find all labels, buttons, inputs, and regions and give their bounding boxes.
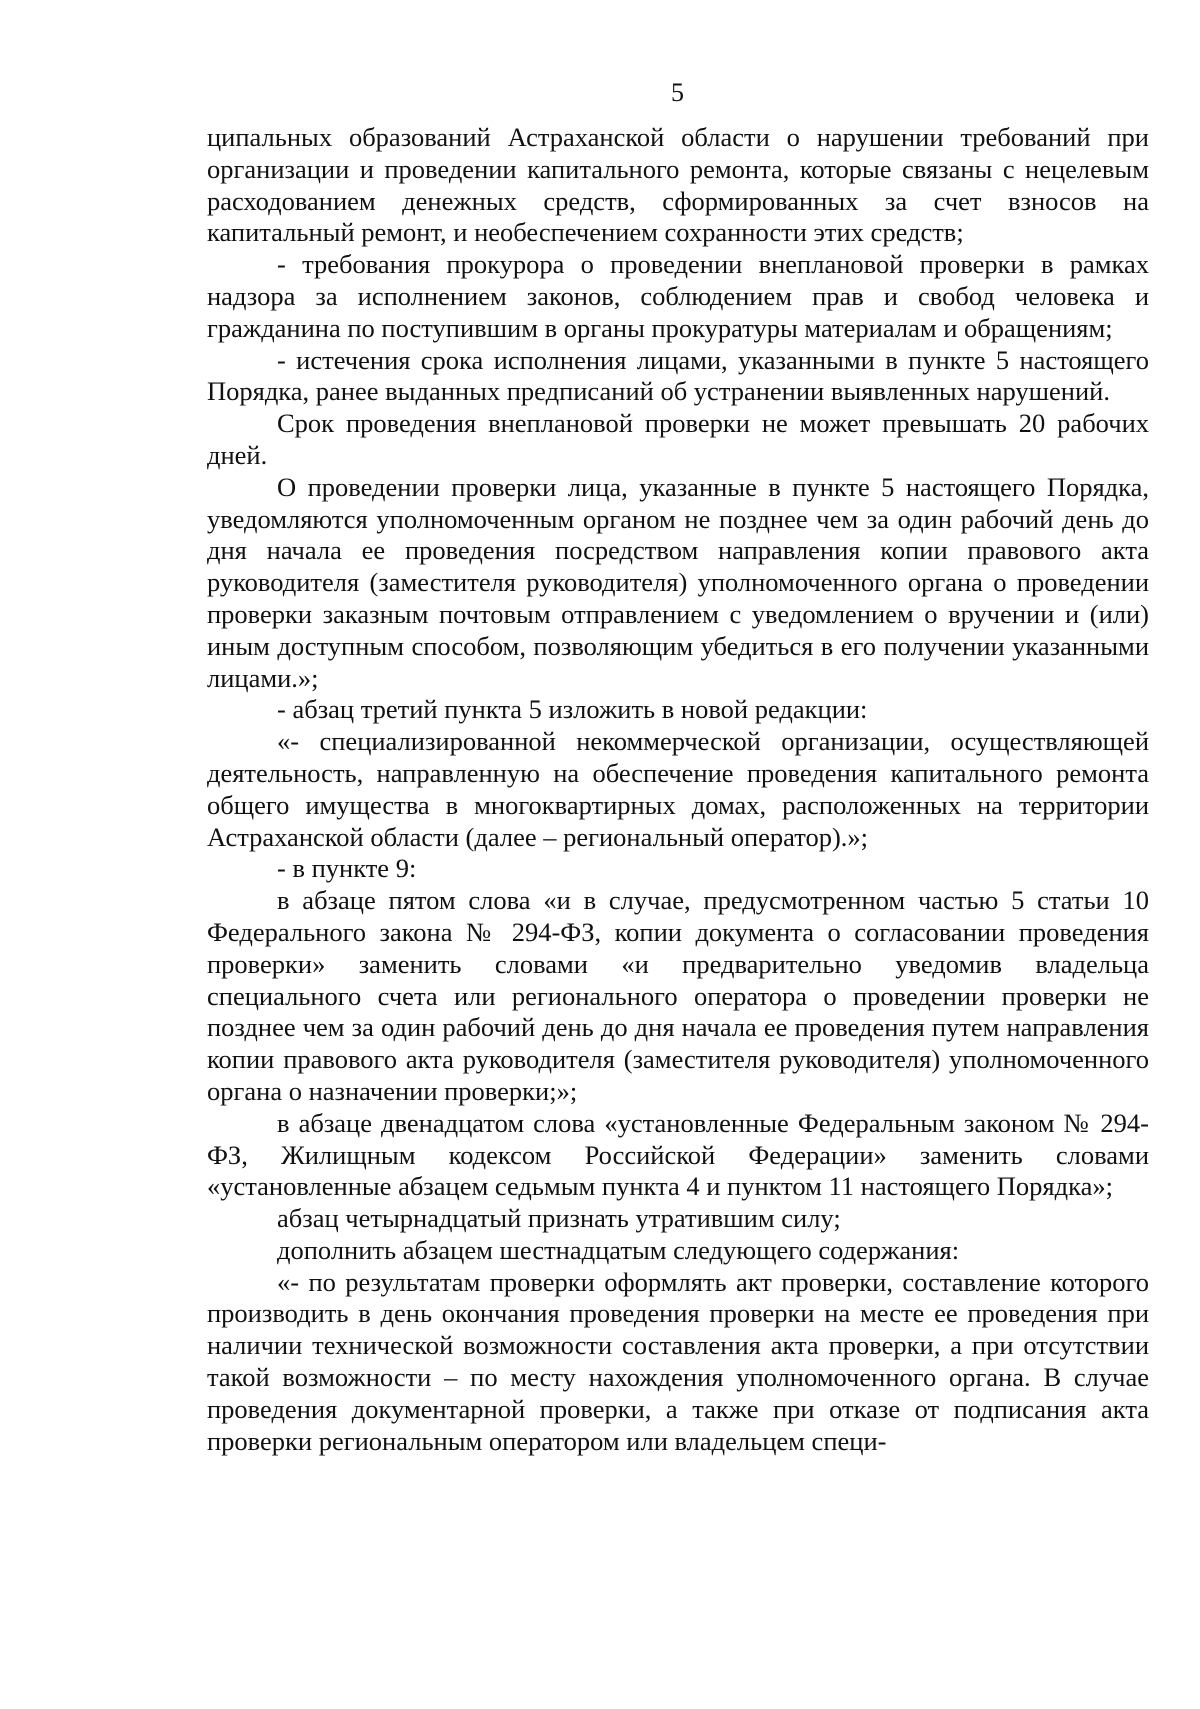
paragraph-point-9: - в пункте 9: bbox=[277, 853, 417, 884]
paragraph-twelfth-subparagraph: в абзаце двенадцатом слова «установленные Федеральным законом № 294-ФЗ, Жилищным кодексом Российской Федерации» заменить словами «установленные абзацем седьмым пункта 4 и пунктом 11 настоящего Порядка»; bbox=[207, 1107, 1149, 1202]
paragraph-continuation: ципальных образований Астраханской области о нарушении требований при организации и проведении капитального ремонта, которые связаны с нецелевым расходованием денежных средств, сформированных за счет взносов на капитальный ремонт, и необеспечением сохранности этих средств; bbox=[207, 122, 1149, 248]
paragraph-inspection-act: «- по результатам проверки оформлять акт проверки, составление которого производить в день окончания проведения проверки на месте ее проведения при наличии технической возможности составления акта проверки, а при отсутствии такой возможности – по месту нахождения уполномоченного органа. В случае проведения документарной проверки, а также при отказе от подписания акта проверки региональным оператором или владельцем специ- bbox=[207, 1266, 1149, 1456]
paragraph-regional-operator: «- специализированной некоммерческой организации, осуществляющей деятельность, направленную на обеспечение проведения капитального ремонта общего имущества в многоквартирных домах, расположенных на территории Астраханской области (далее – региональный оператор).»; bbox=[207, 726, 1149, 852]
document-body bbox=[207, 122, 1149, 1457]
paragraph-notification: О проведении проверки лица, указанные в пункте 5 настоящего Порядка, уведомляются уполномоченным органом не позднее чем за один рабочий день до дня начала ее проведения посредством направления копии правового акта руководителя (заместителя руководителя) уполномоченного органа о проведении проверки заказным почтовым отправлением с уведомлением о вручении и (или) иным доступным способом, позволяющим убедиться в его получении указанными лицами.»; bbox=[207, 471, 1149, 693]
paragraph-prosecutor-request: - требования прокурора о проведении внеплановой проверки в рамках надзора за исполнением законов, соблюдением прав и свобод человека и гражданина по поступившим в органы прокуратуры материалам и обращениям; bbox=[207, 249, 1149, 343]
paragraph-sixteenth-subparagraph: дополнить абзацем шестнадцатым следующего содержания: bbox=[277, 1234, 960, 1265]
paragraph-inspection-duration: Срок проведения внеплановой проверки не может превышать 20 рабочих дней. bbox=[207, 408, 1149, 470]
paragraph-fourteenth-subparagraph: абзац четырнадцатый признать утратившим силу; bbox=[277, 1203, 841, 1234]
paragraph-deadline-expiry: - истечения срока исполнения лицами, указанными в пункте 5 настоящего Порядка, ранее выданных предписаний об устранении выявленных нарушений. bbox=[207, 344, 1149, 407]
paragraph-amend-point-5: - абзац третий пункта 5 изложить в новой редакции: bbox=[277, 694, 868, 725]
page-number: 5 bbox=[671, 78, 684, 107]
paragraph-fifth-subparagraph: в абзаце пятом слова «и в случае, предусмотренном частью 5 статьи 10 Федерального закона № 294-ФЗ, копии документа о согласовании проведения проверки» заменить словами «и предварительно уведомив владельца специального счета или регионального оператора о проведении проверки не позднее чем за один рабочий день до дня начала ее проведения путем направления копии правового акта руководителя (заместителя руководителя) уполномоченного органа о назначении проверки;»; bbox=[207, 885, 1149, 1106]
